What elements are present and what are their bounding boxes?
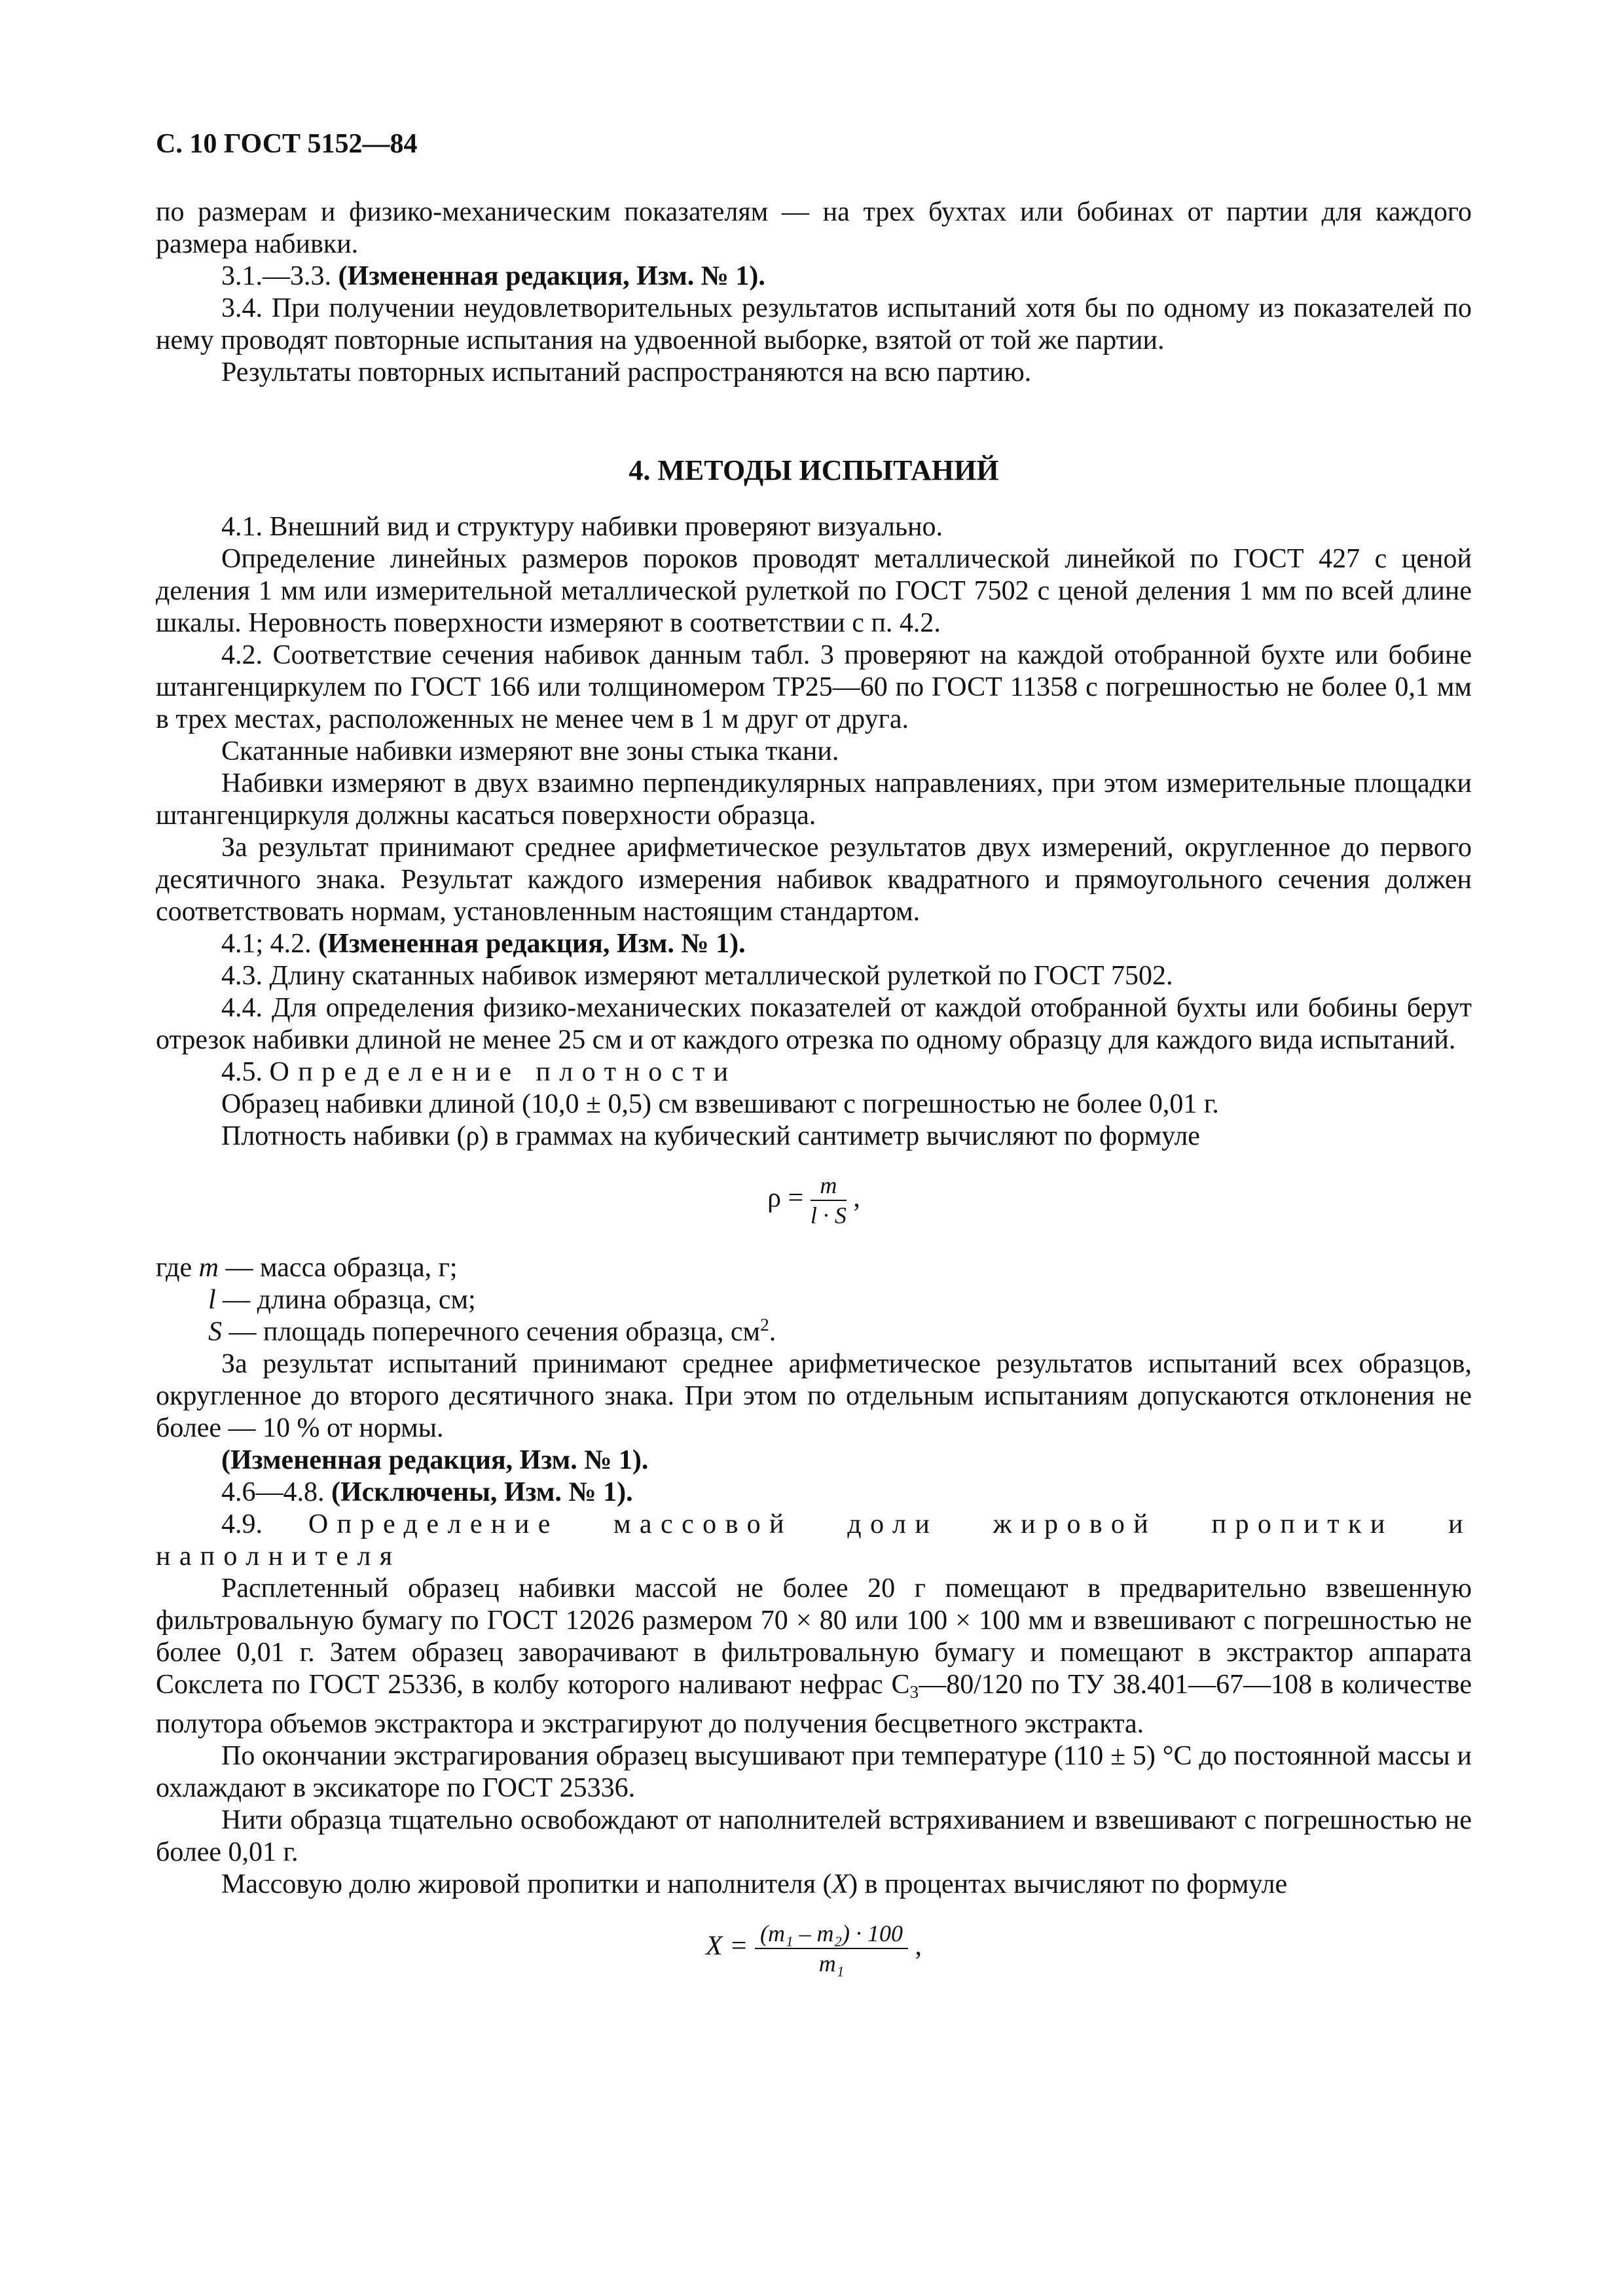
paragraph-4-1-b: Определение линейных размеров пороков проводят металлической линейкой по ГОСТ 427 с ценой деления 1 мм или измерительной металлической рулеткой по ГОСТ 7502 с ценой деления 1 мм по всей длине шкалы. Неровность поверхности измеряют в соответствии с п. 4.2. [156, 544, 1472, 638]
paragraph-3-4-results: Результаты повторных испытаний распространяются на всю партию. [221, 357, 1032, 387]
paragraph-4-5-c: За результат испытаний принимают среднее арифметическое результатов испытаний всех образцов, округленное до второго десятичного знака. При этом по отдельным испытаниям допускаются отклонения не более — 10 % от нормы. [156, 1349, 1472, 1443]
spaced-heading: Определение плотности [269, 1057, 737, 1087]
clause-number: 4.1; 4.2. [221, 929, 312, 959]
formula-numerator: (m₁ – m₂) · 100 [755, 1920, 908, 1949]
paragraph-4-2: 4.2. Соответствие сечения набивок данным табл. 3 проверяют на каждой отобранной бухте или бобине штангенциркулем по ГОСТ 166 или толщиномером ТР25—60 по ГОСТ 11358 с погрешностью не более 0,1 мм в трех местах, расположенных не менее чем в 1 м друг от друга. [156, 640, 1472, 734]
section-title: 4. МЕТОДЫ ИСПЫТАНИЙ [629, 454, 999, 486]
where-l [156, 1284, 1472, 1316]
paragraph-4-3: 4.3. Длину скатанных набивок измеряют металлической рулеткой по ГОСТ 7502. [221, 961, 1173, 991]
symbol-x: X [831, 1869, 849, 1899]
paragraph-4-2-c: Набивки измеряют в двух взаимно перпендикулярных направлениях, при этом измерительные площадки штангенциркуля должны касаться поверхности образца. [156, 768, 1472, 831]
amendment-note: (Измененная редакция, Изм. № 1). [338, 261, 765, 291]
formula-denominator: l · S [810, 1202, 847, 1229]
paragraph-3-1-3-3 [156, 260, 1472, 293]
formula-lhs: ρ = [767, 1183, 804, 1213]
document-body [156, 196, 1472, 2000]
formula-numerator: m [811, 1172, 847, 1201]
formula-lhs: X = [705, 1931, 748, 1962]
amendment-note: (Измененная редакция, Изм. № 1). [318, 929, 746, 959]
paragraph-4-1-4-2-amend [156, 928, 1472, 960]
where-lead: где [156, 1253, 192, 1283]
text-part: Расплетенный образец набивки массой не более 20 г помещают в предварительно взвешенную фильтровальную бумагу по ГОСТ 12026 размером 70 × 80 или 100 × 100 мм и взвешивают с погрешностью не более 0,01 г. Затем образец заворачивают в фильтровальную бумагу и помещают в экстрактор аппарата Сокслета по ГОСТ 25336, в колбу которого наливают нефрас С [156, 1573, 1472, 1700]
paragraph-4-5-b: Плотность набивки (ρ) в граммах на кубический сантиметр вычисляют по формуле [221, 1121, 1200, 1151]
paragraph-4-9-b: По окончании экстрагирования образец высушивают при температуре (110 ± 5) °С до постоянной массы и охлаждают в эксикаторе по ГОСТ 25336. [156, 1740, 1472, 1803]
text-part: ) в процентах вычисляют по формуле [848, 1869, 1288, 1899]
paragraph-4-6-4-8 [156, 1477, 1472, 1509]
period: . [769, 1317, 776, 1347]
paragraph-4-9-d [156, 1869, 1472, 1901]
mass-fraction-formula [156, 1920, 1472, 1979]
formula-denominator: m₁ [818, 1950, 845, 1977]
symbol-l: l [208, 1285, 216, 1315]
formula-tail: , [915, 1931, 922, 1962]
symbol-m: m [198, 1253, 219, 1283]
clause-number: 3.1.—3.3. [221, 261, 331, 291]
paragraph-4-5-amend: (Измененная редакция, Изм. № 1). [221, 1445, 649, 1475]
paragraph-4-5-a: Образец набивки длиной (10,0 ± 0,5) см взвешивают с погрешностью не более 0,01 г. [221, 1089, 1219, 1119]
clause-number: 4.5. [221, 1057, 263, 1087]
text-part: Массовую долю жировой пропитки и наполнителя ( [221, 1869, 832, 1899]
paragraph-4-9-title [156, 1509, 1472, 1573]
spaced-heading: Определение массовой доли жировой пропитки и наполнителя [156, 1509, 1472, 1571]
where-m [156, 1252, 1472, 1284]
symbol-m-desc: — масса образца, г; [219, 1253, 458, 1283]
paragraph-4-9-c: Нити образца тщательно освобождают от наполнителей встряхиванием и взвешивают с погрешностью не более 0,01 г. [156, 1804, 1472, 1867]
paragraph-4-1: 4.1. Внешний вид и структуру набивки проверяют визуально. [221, 512, 943, 542]
paragraph-4-2-d: За результат принимают среднее арифметическое результатов двух измерений, округленное до первого десятичного знака. Результат каждого измерения набивок квадратного и прямоугольного сечения должен соответствовать нормам, установленным настоящим стандартом. [156, 833, 1472, 927]
density-formula [156, 1172, 1472, 1231]
page-header: С. 10 ГОСТ 5152—84 [156, 129, 418, 159]
text-part: —80/120 по ТУ 38.401—67—108 в количестве полутора объемов экстрактора и экстрагируют до получения бесцветного экстракта. [156, 1670, 1472, 1739]
symbol-l-desc: — длина образца, см; [215, 1285, 476, 1315]
formula-fraction [811, 1172, 847, 1229]
amendment-note: (Исключены, Изм. № 1). [331, 1477, 633, 1507]
paragraph-3-4: 3.4. При получении неудовлетворительных результатов испытаний хотя бы по одному из показателей по нему проводят повторные испытания на удвоенной выборке, взятой от той же партии. [156, 293, 1472, 355]
clause-number: 4.6—4.8. [221, 1477, 325, 1507]
paragraph-4-4: 4.4. Для определения физико-механических показателей от каждой отобранной бухты или бобины берут отрезок набивки длиной не менее 25 см и от каждого отрезка по одному образцу для каждого вида испытаний. [156, 993, 1472, 1055]
formula-fraction [755, 1920, 908, 1977]
superscript: 2 [760, 1315, 769, 1335]
formula-tail: , [853, 1183, 860, 1213]
symbol-s: S [208, 1317, 222, 1347]
clause-number: 4.9. [221, 1509, 263, 1539]
symbol-s-desc: — площадь поперечного сечения образца, см [222, 1317, 761, 1347]
where-s [156, 1316, 1472, 1348]
paragraph-3-3-cont: по размерам и физико-механическим показателям — на трех бухтах или бобинах от партии для каждого размера набивки. [156, 197, 1472, 259]
subscript: 3 [909, 1681, 919, 1702]
paragraph-4-5-title [156, 1056, 1472, 1088]
paragraph-4-9-a [156, 1573, 1472, 1740]
paragraph-4-2-b: Скатанные набивки измеряют вне зоны стыка ткани. [221, 736, 839, 766]
